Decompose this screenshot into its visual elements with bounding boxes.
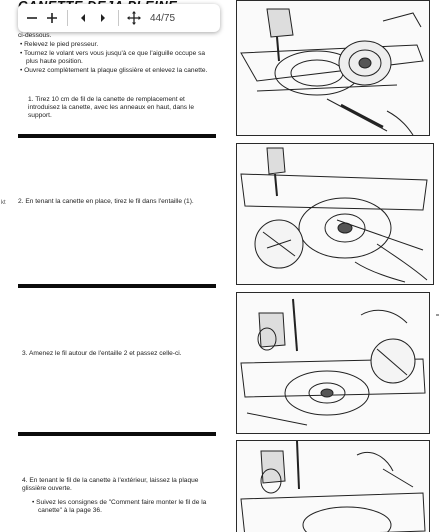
toolbar-separator	[67, 10, 68, 26]
sewing-machine-drawing	[237, 293, 429, 433]
page-indicator: 44/75	[150, 12, 176, 24]
step-1-text: 1. Tirez 10 cm de fil de la canette de remplacement et introduisez la canette, avec les anneaux en haut, dans le support.	[28, 96, 195, 119]
bullet-raise-foot: • Relevez le pied presseur.	[20, 41, 99, 48]
zoom-out-button[interactable]	[22, 8, 42, 28]
plus-icon	[46, 12, 58, 24]
illustration-bobbin-removal	[236, 0, 430, 136]
sewing-machine-drawing	[237, 1, 429, 135]
intro-text-block	[18, 32, 218, 76]
section-divider	[18, 432, 216, 436]
move-icon	[127, 11, 141, 25]
illustration-thread-slot-2	[236, 292, 430, 434]
next-page-button[interactable]	[93, 8, 113, 28]
bullet-turn-wheel: • Tournez le volant vers vous jusqu'à ce que l'aiguille occupe sa plus haute position.	[20, 50, 206, 65]
previous-page-button[interactable]	[73, 8, 93, 28]
chevron-right-icon	[98, 13, 108, 23]
step-4-text	[22, 477, 216, 516]
sewing-machine-drawing	[237, 144, 433, 284]
chevron-left-icon	[78, 13, 88, 23]
section-divider	[18, 134, 216, 138]
illustration-plate-open	[236, 440, 430, 532]
intro-fragment: ci-dessous.	[18, 32, 52, 39]
pdf-toolbar	[18, 4, 220, 32]
pan-button[interactable]	[124, 8, 144, 28]
bullet-open-plate: • Ouvrez complètement la plaque glissière et enlevez la canette.	[20, 67, 208, 74]
scroll-marker	[436, 314, 439, 316]
toolbar-separator	[118, 10, 119, 26]
step-4-main: 4. En tenant le fil de la canette à l'extérieur, laissez la plaque glissière ouverte.	[22, 477, 199, 492]
zoom-in-button[interactable]	[42, 8, 62, 28]
section-divider	[18, 284, 216, 288]
sewing-machine-drawing	[237, 441, 429, 532]
illustration-thread-slot-1	[236, 143, 434, 285]
margin-mark: kt	[1, 200, 6, 206]
step-3-text: 3. Amenez le fil autour de l'entaille 2 et passez celle-ci.	[22, 350, 182, 357]
minus-icon	[26, 12, 38, 24]
step-2-text: 2. En tenant la canette en place, tirez le fil dans l'entaille (1).	[18, 198, 194, 205]
step-4-bullet: • Suivez les consignes de "Comment faire monter le fil de la canette" à la page 36.	[32, 499, 207, 514]
